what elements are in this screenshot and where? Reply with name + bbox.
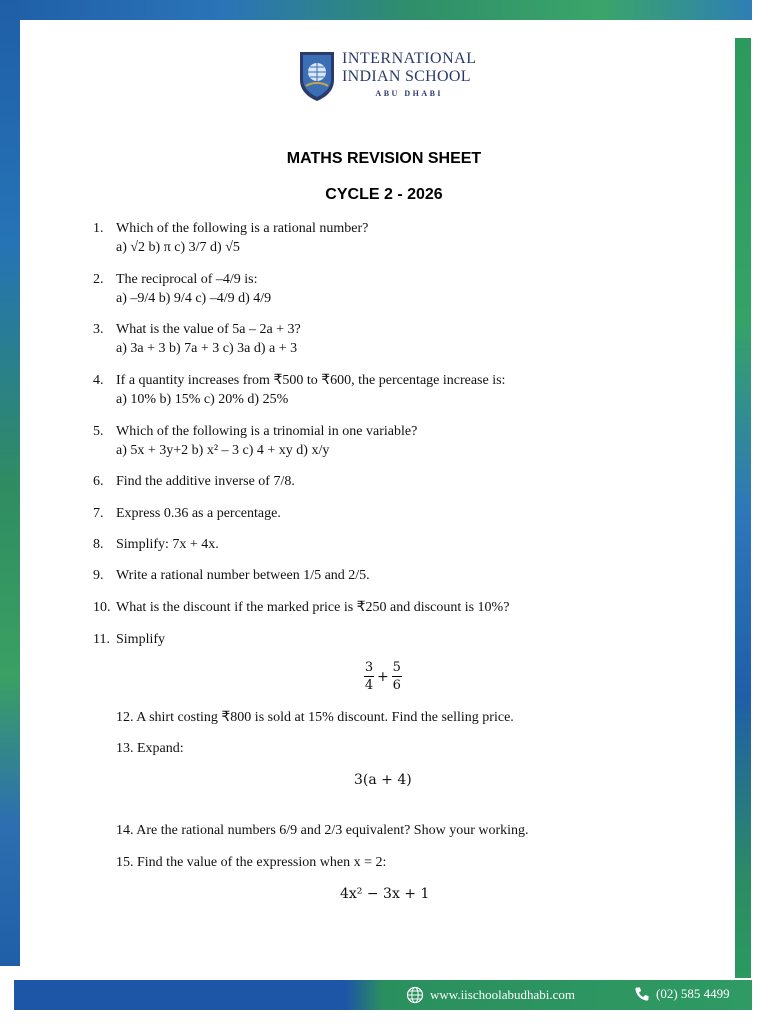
question-number: 2. bbox=[93, 272, 104, 287]
q15-expression: 4x² − 3x + 1 bbox=[340, 886, 430, 902]
footer-bar bbox=[14, 980, 752, 1010]
question-number: 10. bbox=[93, 600, 111, 615]
question-number: 11. bbox=[93, 632, 110, 647]
school-name-line1: INTERNATIONAL bbox=[342, 50, 477, 67]
q11-expression bbox=[364, 660, 402, 693]
question-text: What is the value of 5a – 2a + 3? bbox=[116, 322, 301, 337]
sheet-cycle: CYCLE 2 - 2026 bbox=[325, 186, 443, 203]
question-number: 5. bbox=[93, 424, 104, 439]
footer-phone[interactable] bbox=[634, 986, 730, 1002]
school-name-line2: INDIAN SCHOOL bbox=[342, 68, 471, 85]
top-decor-band bbox=[0, 0, 752, 20]
question-text: Which of the following is a rational number? bbox=[116, 221, 369, 236]
website-text: www.iischoolabudhabi.com bbox=[430, 987, 576, 1002]
left-decor-band bbox=[0, 0, 20, 966]
school-logo bbox=[298, 50, 476, 102]
numerator: 3 bbox=[364, 660, 374, 675]
fraction bbox=[364, 660, 374, 693]
question-text: Simplify bbox=[116, 632, 166, 647]
denominator: 4 bbox=[364, 678, 374, 693]
fraction bbox=[392, 660, 402, 693]
right-decor-band bbox=[735, 38, 751, 978]
question-number: 7. bbox=[93, 506, 104, 521]
question-14: 14. Are the rational numbers 6/9 and 2/3 equivalent? Show your working. bbox=[116, 823, 529, 838]
question-options: a) 10% b) 15% c) 20% d) 25% bbox=[116, 392, 289, 407]
question-number: 4. bbox=[93, 373, 104, 388]
question-15: 15. Find the value of the expression when x = 2: bbox=[116, 855, 387, 870]
question-text: Find the additive inverse of 7/8. bbox=[116, 474, 295, 489]
question-number: 3. bbox=[93, 322, 104, 337]
phone-icon bbox=[634, 986, 650, 1002]
phone-text: (02) 585 4499 bbox=[656, 986, 730, 1001]
question-number: 6. bbox=[93, 474, 104, 489]
school-crest-icon bbox=[298, 50, 336, 102]
question-options: a) –9/4 b) 9/4 c) –4/9 d) 4/9 bbox=[116, 291, 272, 306]
plus-sign: + bbox=[377, 668, 389, 685]
question-text: Write a rational number between 1/5 and 2/5. bbox=[116, 568, 370, 583]
sheet-title: MATHS REVISION SHEET bbox=[286, 150, 482, 167]
question-options: a) 5x + 3y+2 b) x² – 3 c) 4 + xy d) x/y bbox=[116, 443, 330, 458]
denominator: 6 bbox=[392, 678, 401, 693]
question-12: 12. A shirt costing ₹800 is sold at 15% discount. Find the selling price. bbox=[116, 710, 514, 725]
question-text: What is the discount if the marked price is ₹250 and discount is 10%? bbox=[116, 600, 510, 615]
numerator: 5 bbox=[392, 660, 401, 675]
question-options: a) √2 b) π c) 3/7 d) √5 bbox=[116, 240, 240, 255]
question-text: If a quantity increases from ₹500 to ₹600, the percentage increase is: bbox=[116, 373, 506, 388]
question-options: a) 3a + 3 b) 7a + 3 c) 3a d) a + 3 bbox=[116, 341, 298, 356]
globe-icon bbox=[406, 986, 424, 1004]
q13-expression: 3(a + 4) bbox=[354, 772, 412, 788]
question-text: Express 0.36 as a percentage. bbox=[116, 506, 281, 521]
school-location: ABU DHABI bbox=[375, 89, 444, 98]
question-number: 1. bbox=[93, 221, 104, 236]
question-number: 9. bbox=[93, 568, 104, 583]
question-13: 13. Expand: bbox=[116, 741, 184, 756]
question-number: 8. bbox=[93, 537, 104, 552]
footer-website[interactable] bbox=[406, 986, 575, 1004]
question-text: Simplify: 7x + 4x. bbox=[116, 537, 219, 552]
question-text: Which of the following is a trinomial in one variable? bbox=[116, 424, 418, 439]
question-text: The reciprocal of –4/9 is: bbox=[116, 272, 258, 287]
